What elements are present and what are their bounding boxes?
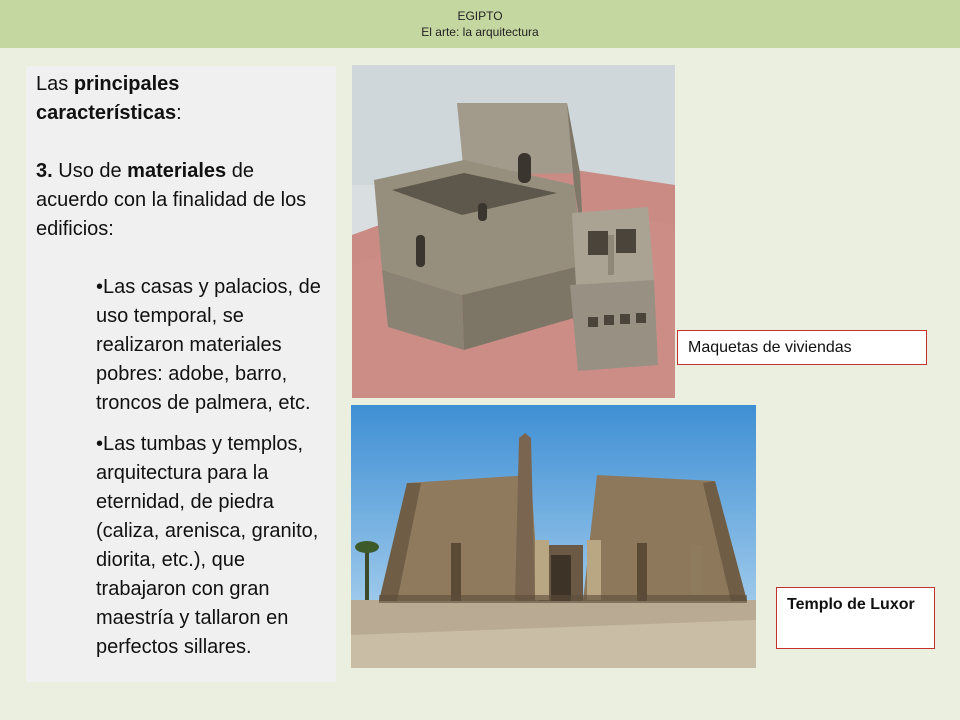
intro-end: : bbox=[176, 102, 182, 124]
luxor-temple-caption: Templo de Luxor bbox=[776, 587, 935, 649]
point-bold: materiales bbox=[127, 160, 227, 182]
bullet-item-houses: •Las casas y palacios, de uso temporal, se realizaron materiales pobres: adobe, barro, troncos de palmera, etc. bbox=[96, 276, 321, 414]
intro-plain: Las bbox=[36, 73, 74, 95]
point-paragraph bbox=[36, 157, 326, 244]
bullet-list bbox=[36, 273, 326, 662]
header-subtitle: El arte: la arquitectura bbox=[421, 25, 539, 39]
house-models-caption: Maquetas de viviendas bbox=[677, 330, 927, 365]
point-text-1: Uso de bbox=[52, 160, 128, 182]
point-text-2: de acuerdo con la finalidad de los edificios: bbox=[36, 160, 307, 240]
content-text-box bbox=[26, 66, 336, 682]
intro-bold: principales características bbox=[36, 73, 180, 124]
bullet-item-tombs: •Las tumbas y templos, arquitectura para la eternidad, de piedra (caliza, arenisca, granito, diorita, etc.), que trabajaron con gran maestría y tallaron en perfectos sillares. bbox=[96, 433, 319, 658]
house-models-photo bbox=[352, 65, 675, 398]
slide-header bbox=[0, 0, 960, 48]
intro-paragraph bbox=[36, 70, 326, 128]
luxor-temple-photo bbox=[351, 405, 756, 668]
header-title: EGIPTO bbox=[457, 9, 503, 23]
point-number: 3. bbox=[36, 160, 53, 182]
